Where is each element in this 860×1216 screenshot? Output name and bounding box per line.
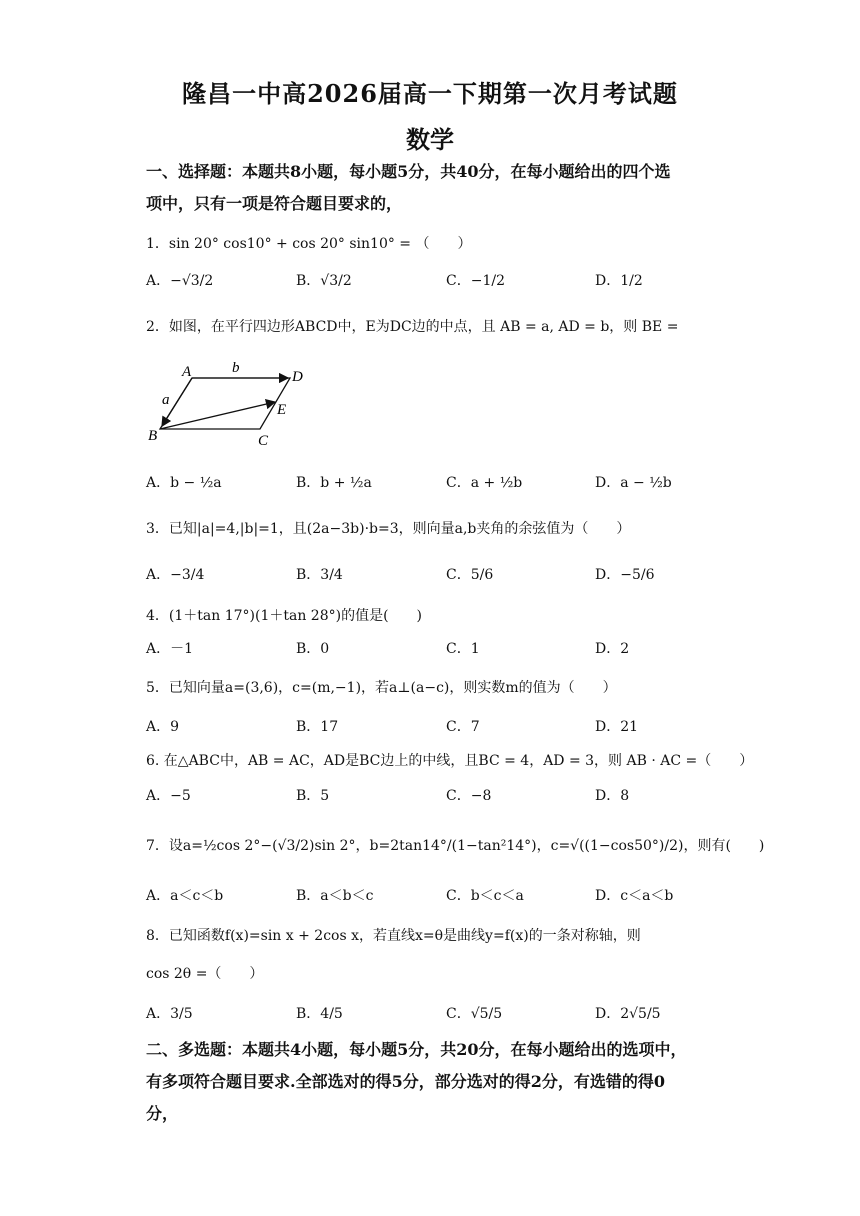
question-1-stem: 1．sin 20° cos10° + cos 20° sin10° = （ ）: [146, 236, 472, 252]
label-vector-b: b: [232, 360, 240, 376]
label-b-point: B: [148, 428, 158, 444]
label-a-point: A: [182, 364, 192, 380]
q1-option-c[interactable]: C．−1/2: [446, 273, 505, 289]
q4-option-b[interactable]: B．0: [296, 641, 330, 657]
section-1-line-1: 一、选择题：本题共8小题，每小题5分，共40分，在每小题给出的四个选: [146, 162, 671, 181]
question-5-stem: 5．已知向量a=(3,6)，c=(m,−1)，若a⊥(a−c)，则实数m的值为（ ）: [146, 680, 617, 696]
q3-option-d[interactable]: D．−5/6: [595, 567, 655, 583]
question-3-stem: 3．已知|a|=4,|b|=1，且(2a−3b)·b=3，则向量a,b夹角的余弦值为（ ）: [146, 521, 631, 537]
q6-option-d[interactable]: D．8: [595, 788, 630, 804]
label-c-point: C: [258, 433, 269, 449]
parallelogram-figure: [140, 352, 320, 452]
q4-option-d[interactable]: D．2: [595, 641, 630, 657]
q7-option-c[interactable]: C．b＜c＜a: [446, 888, 524, 904]
q6-option-c[interactable]: C．−8: [446, 788, 492, 804]
label-e-point: E: [277, 402, 287, 418]
q5-option-b[interactable]: B．17: [296, 719, 339, 735]
label-d-point: D: [292, 369, 303, 385]
q2-option-c[interactable]: C．a + ½b: [446, 475, 523, 491]
q5-option-a[interactable]: A．9: [146, 719, 180, 735]
question-7-stem: 7．设a=½cos 2°−(√3/2)sin 2°，b=2tan14°/(1−tan²14°)，c=√((1−cos50°)/2)，则有( ): [146, 838, 765, 854]
q8-option-b[interactable]: B．4/5: [296, 1006, 343, 1022]
question-8-stem-line-1: 8．已知函数f(x)=sin x + 2cos x，若直线x=θ是曲线y=f(x)的一条对称轴，则: [146, 928, 641, 944]
question-4-stem: 4．(1＋tan 17°)(1＋tan 28°)的值是( ): [146, 608, 423, 624]
page-title: 隆昌一中高2026届高一下期第一次月考试题: [182, 79, 678, 108]
q5-option-d[interactable]: D．21: [595, 719, 639, 735]
label-vector-a: a: [162, 392, 170, 408]
question-6-stem: 6. 在△ABC中，AB = AC，AD是BC边上的中线，且BC = 4，AD = 3，则 AB · AC =（ ）: [146, 753, 754, 769]
q4-option-c[interactable]: C．1: [446, 641, 480, 657]
q3-option-a[interactable]: A．−3/4: [146, 567, 205, 583]
q6-option-b[interactable]: B．5: [296, 788, 330, 804]
section-2-heading: [146, 1034, 726, 1130]
q2-option-b[interactable]: B．b + ½a: [296, 475, 372, 491]
question-8-stem-line-2: cos 2θ =（ ）: [146, 966, 264, 982]
vector-be-line: [160, 402, 275, 429]
q7-option-a[interactable]: A．a＜c＜b: [146, 888, 224, 904]
q2-option-a[interactable]: A．b − ½a: [146, 475, 222, 491]
q6-option-a[interactable]: A．−5: [146, 788, 191, 804]
q3-option-b[interactable]: B．3/4: [296, 567, 343, 583]
q7-option-b[interactable]: B．a＜b＜c: [296, 888, 374, 904]
q1-option-b[interactable]: B．√3/2: [296, 273, 352, 289]
q7-option-d[interactable]: D．c＜a＜b: [595, 888, 674, 904]
q8-option-d[interactable]: D．2√5/5: [595, 1006, 661, 1022]
subject-title: 数学: [406, 125, 454, 154]
q2-option-d[interactable]: D．a − ½b: [595, 475, 672, 491]
section-2-line-3: 分，: [146, 1104, 179, 1123]
q5-option-c[interactable]: C．7: [446, 719, 480, 735]
section-1-heading: [146, 156, 726, 220]
q1-option-a[interactable]: A．−√3/2: [146, 273, 214, 289]
q1-option-d[interactable]: D．1/2: [595, 273, 643, 289]
section-2-line-2: 有多项符合题目要求.全部选对的得5分，部分选对的得2分，有选错的得0: [146, 1072, 665, 1091]
q8-option-c[interactable]: C．√5/5: [446, 1006, 503, 1022]
section-1-line-2: 项中，只有一项是符合题目要求的，: [146, 194, 403, 213]
q4-option-a[interactable]: A．－1: [146, 641, 194, 657]
section-2-line-1: 二、多选题：本题共4小题，每小题5分，共20分，在每小题给出的选项中，: [146, 1040, 687, 1059]
q8-option-a[interactable]: A．3/5: [146, 1006, 193, 1022]
q3-option-c[interactable]: C．5/6: [446, 567, 494, 583]
question-2-stem: 2．如图，在平行四边形ABCD中，E为DC边的中点，且 AB = a, AD = b，则 BE =: [146, 319, 679, 335]
